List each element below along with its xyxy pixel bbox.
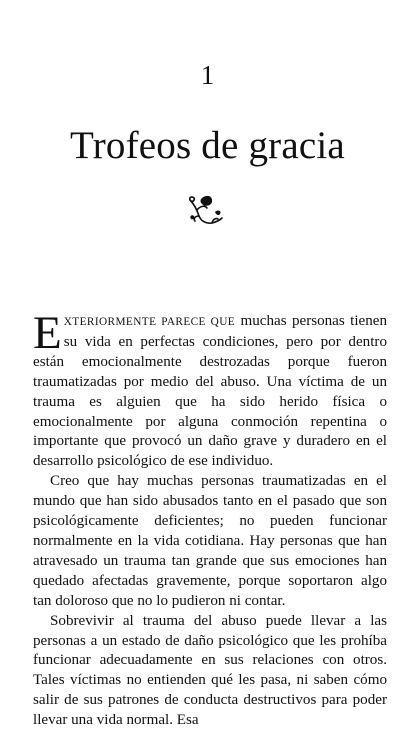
drop-cap: E (33, 307, 62, 359)
paragraph-1-text: muchas personas tienen su vida en perfectas condiciones, pero por dentro están emocionalmente destrozadas porque fueron traumatizadas por medio del abuso. Una víctima de un trauma es alguien que ha sido herido física o emocionalmente por alguna conmoción repentina o importante que provocó un daño grave y duradero en el desarrollo psicológico de ese individuo. (33, 313, 388, 470)
floral-ornament-icon (185, 192, 225, 228)
chapter-number: 1 (200, 60, 215, 90)
paragraph-3: Sobrevivir al trauma del abuso puede llevar a las personas a un estado de daño psicológico que les prohíba funcionar adecuadamente en sus relaciones con otros. Tales víctimas no entienden qué les pasa, ni saben cómo salir de sus patrones de conducta destructivos para poder llevar una vida normal. Esa (33, 612, 387, 729)
chapter-body (33, 307, 388, 731)
paragraph-1 (33, 307, 388, 472)
opening-smallcaps: XTERIORMENTE PARECE QUE (63, 316, 236, 328)
paragraph-2: Creo que hay muchas personas traumatizadas en el mundo que han sido abusados tanto en el pasado que son psicológicamente deficientes; no pueden funcionar normalmente en la vida cotidiana. Hay personas que han atravesado un trauma tan grande que sus emociones han quedado afectadas gravemente, porque soportaron algo tan doloroso que no lo pudieron ni contar. (33, 473, 387, 609)
chapter-title: Trofeos de gracia (70, 124, 345, 167)
